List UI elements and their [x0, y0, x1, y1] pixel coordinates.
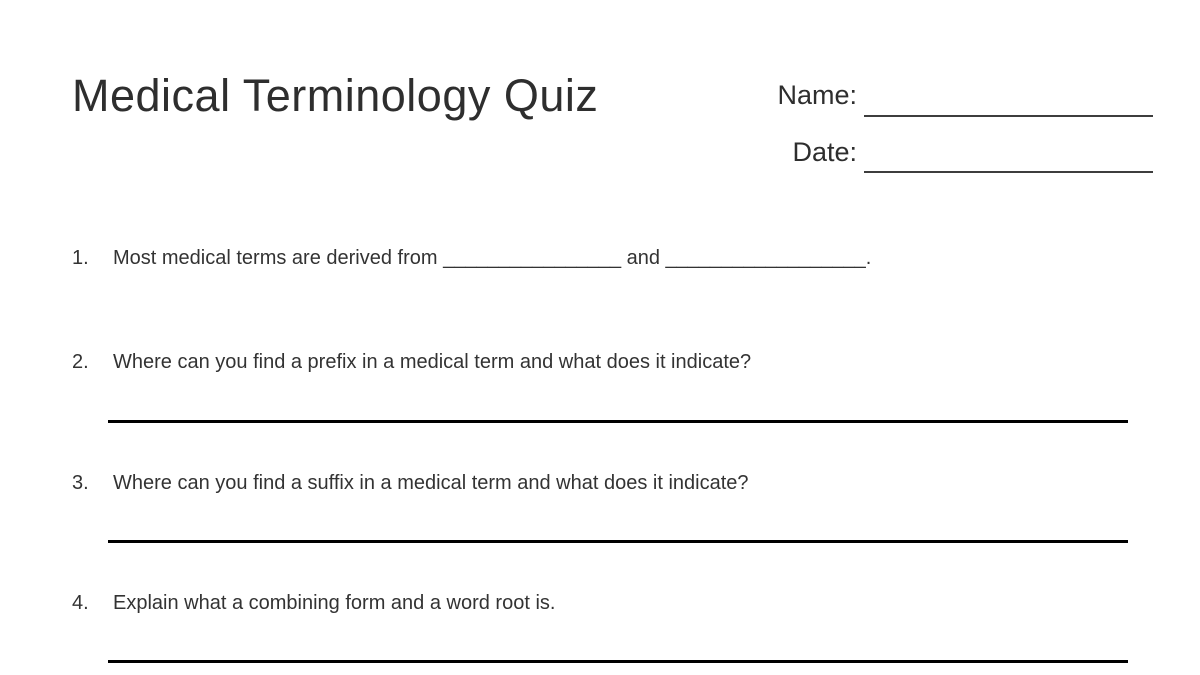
name-label: Name: [777, 80, 857, 110]
question-text: Where can you find a suffix in a medical term and what does it indicate? [113, 472, 749, 494]
question-text: Most medical terms are derived from ________________ and __________________. [113, 247, 872, 269]
question-number: 3. [72, 472, 89, 494]
answer-line-question-2[interactable] [108, 420, 1128, 423]
question-number: 4. [72, 592, 89, 614]
question-number: 2. [72, 351, 89, 373]
answer-line-question-3[interactable] [108, 540, 1128, 543]
question-number: 1. [72, 247, 89, 269]
date-fill-line[interactable] [864, 171, 1153, 173]
question-item-3 [72, 472, 1132, 495]
page-title: Medical Terminology Quiz [72, 70, 599, 121]
date-label: Date: [792, 137, 857, 167]
question-item-4 [72, 592, 1132, 615]
question-text: Where can you find a prefix in a medical term and what does it indicate? [113, 351, 752, 373]
name-fill-line[interactable] [864, 115, 1153, 117]
answer-line-question-4[interactable] [108, 660, 1128, 663]
question-item-2 [72, 351, 1132, 374]
question-text: Explain what a combining form and a word root is. [113, 592, 556, 614]
question-item-1 [72, 247, 1132, 270]
